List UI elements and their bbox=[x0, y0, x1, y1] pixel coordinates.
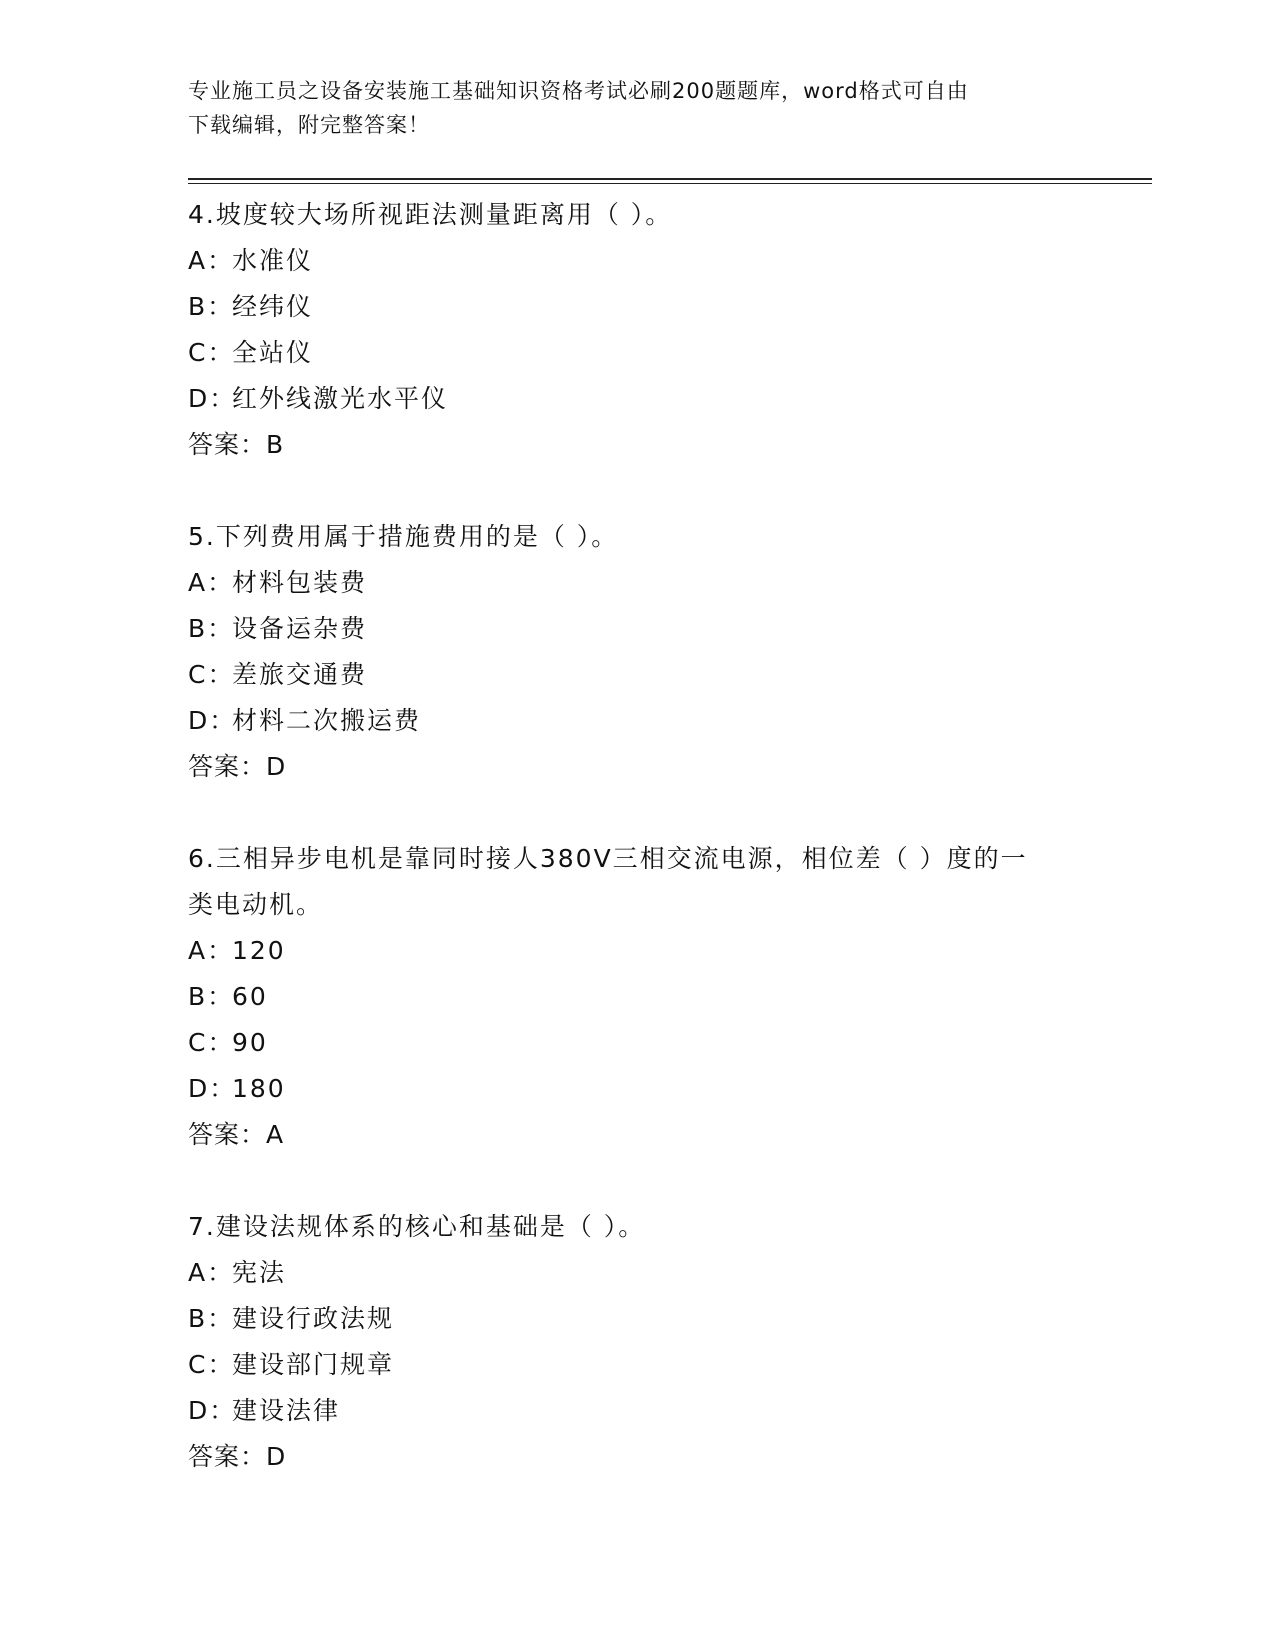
answer-line: 答案：A bbox=[188, 1120, 285, 1149]
option-text: 差旅交通费 bbox=[232, 660, 368, 689]
option-text: 经纬仪 bbox=[232, 292, 314, 321]
document-header bbox=[188, 74, 1068, 142]
option-d bbox=[188, 1388, 1088, 1434]
option-text: 材料包装费 bbox=[232, 568, 368, 597]
option-c bbox=[188, 652, 1088, 698]
option-key: A： bbox=[188, 936, 235, 965]
answer-line: 答案：D bbox=[188, 1442, 287, 1471]
option-c bbox=[188, 330, 1088, 376]
option-a bbox=[188, 1250, 1088, 1296]
option-text: 120 bbox=[232, 936, 286, 965]
option-key: D： bbox=[188, 1396, 237, 1425]
option-text: 宪法 bbox=[232, 1258, 287, 1287]
header-divider-thin bbox=[188, 183, 1152, 184]
option-key: B： bbox=[188, 1304, 235, 1333]
header-line-2: 下载编辑，附完整答案！ bbox=[188, 113, 430, 137]
option-text: 180 bbox=[232, 1074, 286, 1103]
option-key: D： bbox=[188, 384, 237, 413]
question-stem: 6.三相异步电机是靠同时接人380V三相交流电源，相位差（ ）度的一类电动机。 bbox=[188, 844, 1028, 919]
option-text: 设备运杂费 bbox=[232, 614, 368, 643]
header-divider-thick bbox=[188, 178, 1152, 180]
option-key: C： bbox=[188, 1350, 235, 1379]
question-4 bbox=[188, 192, 1088, 468]
option-d bbox=[188, 698, 1088, 744]
question-stem: 7.建设法规体系的核心和基础是（ ）。 bbox=[188, 1212, 646, 1241]
option-text: 60 bbox=[232, 982, 268, 1011]
option-key: C： bbox=[188, 1028, 235, 1057]
option-b bbox=[188, 1296, 1088, 1342]
answer-line: 答案：D bbox=[188, 752, 287, 781]
question-5 bbox=[188, 514, 1088, 790]
option-d bbox=[188, 376, 1088, 422]
option-key: A： bbox=[188, 1258, 235, 1287]
option-text: 全站仪 bbox=[232, 338, 314, 367]
option-text: 建设行政法规 bbox=[232, 1304, 395, 1333]
option-text: 水准仪 bbox=[232, 246, 314, 275]
option-key: D： bbox=[188, 706, 237, 735]
question-list bbox=[188, 192, 1088, 1480]
option-b bbox=[188, 284, 1088, 330]
question-6 bbox=[188, 836, 1088, 1158]
option-key: A： bbox=[188, 568, 235, 597]
option-a bbox=[188, 560, 1088, 606]
option-d bbox=[188, 1066, 1088, 1112]
option-b bbox=[188, 606, 1088, 652]
option-a bbox=[188, 238, 1088, 284]
question-stem: 4.坡度较大场所视距法测量距离用（ ）。 bbox=[188, 200, 673, 229]
option-text: 90 bbox=[232, 1028, 268, 1057]
option-a bbox=[188, 928, 1088, 974]
option-key: C： bbox=[188, 338, 235, 367]
question-7 bbox=[188, 1204, 1088, 1480]
option-c bbox=[188, 1020, 1088, 1066]
option-text: 材料二次搬运费 bbox=[232, 706, 422, 735]
option-c bbox=[188, 1342, 1088, 1388]
option-text: 建设法律 bbox=[232, 1396, 341, 1425]
answer-line: 答案：B bbox=[188, 430, 285, 459]
header-line-1: 专业施工员之设备安装施工基础知识资格考试必刷200题题库，word格式可自由 bbox=[188, 79, 969, 103]
option-key: B： bbox=[188, 982, 235, 1011]
option-text: 建设部门规章 bbox=[232, 1350, 395, 1379]
option-key: B： bbox=[188, 614, 235, 643]
option-key: A： bbox=[188, 246, 235, 275]
option-key: D： bbox=[188, 1074, 237, 1103]
question-stem: 5.下列费用属于措施费用的是（ ）。 bbox=[188, 522, 619, 551]
option-text: 红外线激光水平仪 bbox=[232, 384, 449, 413]
option-key: B： bbox=[188, 292, 235, 321]
option-b bbox=[188, 974, 1088, 1020]
option-key: C： bbox=[188, 660, 235, 689]
